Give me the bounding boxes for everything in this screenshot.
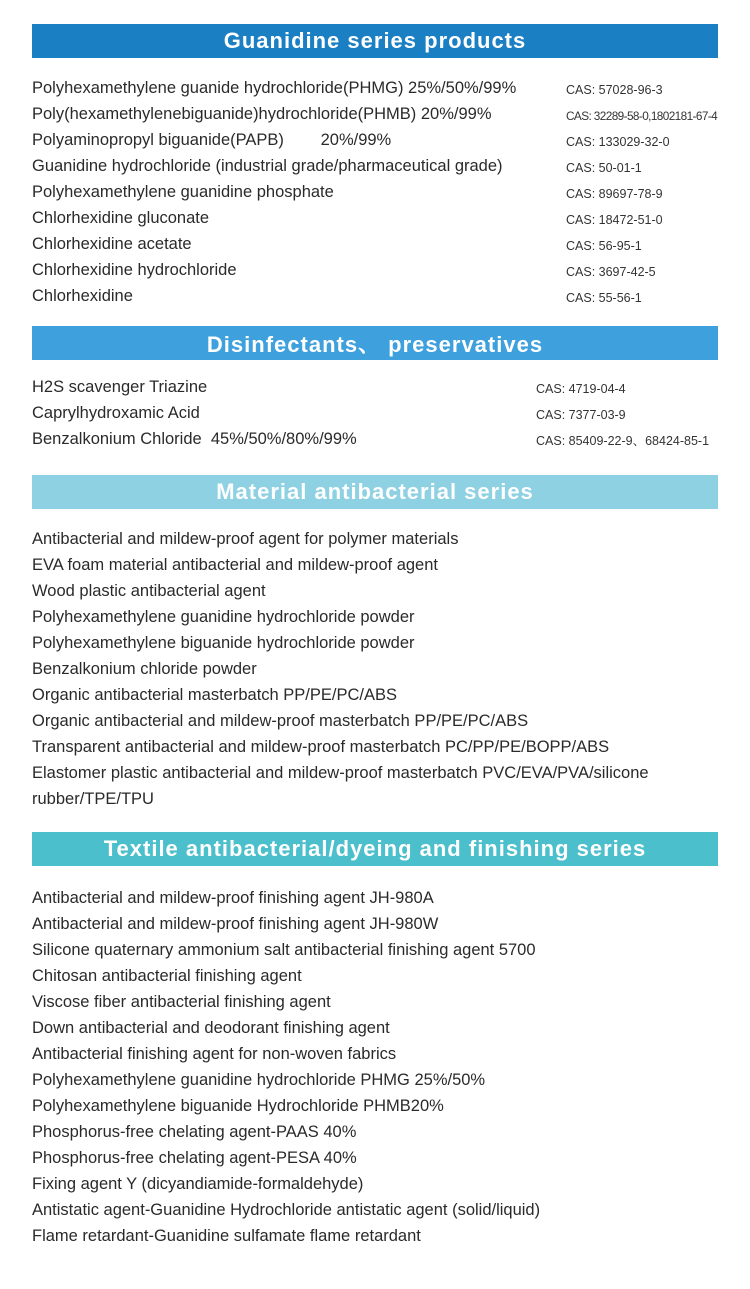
list-item: Polyhexamethylene guanidine hydrochloride PHMG 25%/50% [32,1071,486,1089]
product-name: Caprylhydroxamic Acid [32,404,200,422]
list-item: Antibacterial and mildew-proof agent for polymer materials [32,530,459,548]
product-name: Polyhexamethylene guanidine phosphate [32,183,334,201]
list-item: Viscose fiber antibacterial finishing agent [32,993,331,1011]
list-item: Transparent antibacterial and mildew-proof masterbatch PC/PP/PE/BOPP/ABS [32,738,610,756]
list-item: Silicone quaternary ammonium salt antibacterial finishing agent 5700 [32,941,536,959]
product-name: Poly(hexamethylenebiguanide)hydrochloride(PHMB) 20%/99% [32,105,492,123]
product-name: Polyaminopropyl biguanide(PAPB) 20%/99% [32,131,392,149]
cas-number: CAS: 18472-51-0 [566,213,663,227]
material-list [32,526,722,812]
cas-number: CAS: 57028-96-3 [566,83,663,97]
section-title-guanidine: Guanidine series products [32,24,718,58]
list-item: Benzalkonium chloride powder [32,660,257,678]
product-name: Chlorhexidine gluconate [32,209,210,227]
list-item: EVA foam material antibacterial and mildew-proof agent [32,556,438,574]
cas-number: CAS: 32289-58-0,1802181-67-4 [566,109,718,123]
list-item: Antibacterial finishing agent for non-woven fabrics [32,1045,397,1063]
list-item: Flame retardant-Guanidine sulfamate flame retardant [32,1227,421,1245]
product-name: Guanidine hydrochloride (industrial grade/pharmaceutical grade) [32,157,503,175]
textile-list [32,885,732,1249]
section-title-material: Material antibacterial series [32,475,718,509]
list-item: Organic antibacterial and mildew-proof masterbatch PP/PE/PC/ABS [32,712,529,730]
list-item: Polyhexamethylene guanidine hydrochloride powder [32,608,415,626]
list-item: Antibacterial and mildew-proof finishing agent JH-980A [32,889,434,907]
section-title-disinfectants: Disinfectants、 preservatives [32,326,718,360]
cas-number: CAS: 3697-42-5 [566,265,656,279]
product-name: Chlorhexidine [32,287,133,305]
cas-number: CAS: 50-01-1 [566,161,642,175]
cas-number: CAS: 56-95-1 [566,239,642,253]
cas-number: CAS: 4719-04-4 [536,382,626,396]
cas-number: CAS: 85409-22-9、68424-85-1 [536,434,710,448]
list-item: Elastomer plastic antibacterial and mildew-proof masterbatch PVC/EVA/PVA/silicone rubber/TPE/TPU [32,764,649,808]
list-item: Antistatic agent-Guanidine Hydrochloride antistatic agent (solid/liquid) [32,1201,541,1219]
list-item: Fixing agent Y (dicyandiamide-formaldehyde) [32,1175,364,1193]
cas-number: CAS: 133029-32-0 [566,135,670,149]
product-name: Polyhexamethylene guanide hydrochloride(PHMG) 25%/50%/99% [32,79,517,97]
list-item: Phosphorus-free chelating agent-PAAS 40% [32,1123,357,1141]
cas-number: CAS: 55-56-1 [566,291,642,305]
product-name: Chlorhexidine acetate [32,235,192,253]
section-title-textile: Textile antibacterial/dyeing and finishing series [32,832,718,866]
product-name: Chlorhexidine hydrochloride [32,261,237,279]
cas-number: CAS: 89697-78-9 [566,187,663,201]
list-item: Down antibacterial and deodorant finishing agent [32,1019,390,1037]
list-item: Wood plastic antibacterial agent [32,582,266,600]
product-name: H2S scavenger Triazine [32,378,208,396]
list-item: Polyhexamethylene biguanide hydrochloride powder [32,634,415,652]
list-item: Organic antibacterial masterbatch PP/PE/PC/ABS [32,686,397,704]
list-item: Chitosan antibacterial finishing agent [32,967,302,985]
product-name: Benzalkonium Chloride 45%/50%/80%/99% [32,430,357,448]
list-item: Polyhexamethylene biguanide Hydrochloride PHMB20% [32,1097,444,1115]
list-item: Phosphorus-free chelating agent-PESA 40% [32,1149,357,1167]
list-item: Antibacterial and mildew-proof finishing agent JH-980W [32,915,439,933]
cas-number: CAS: 7377-03-9 [536,408,626,422]
